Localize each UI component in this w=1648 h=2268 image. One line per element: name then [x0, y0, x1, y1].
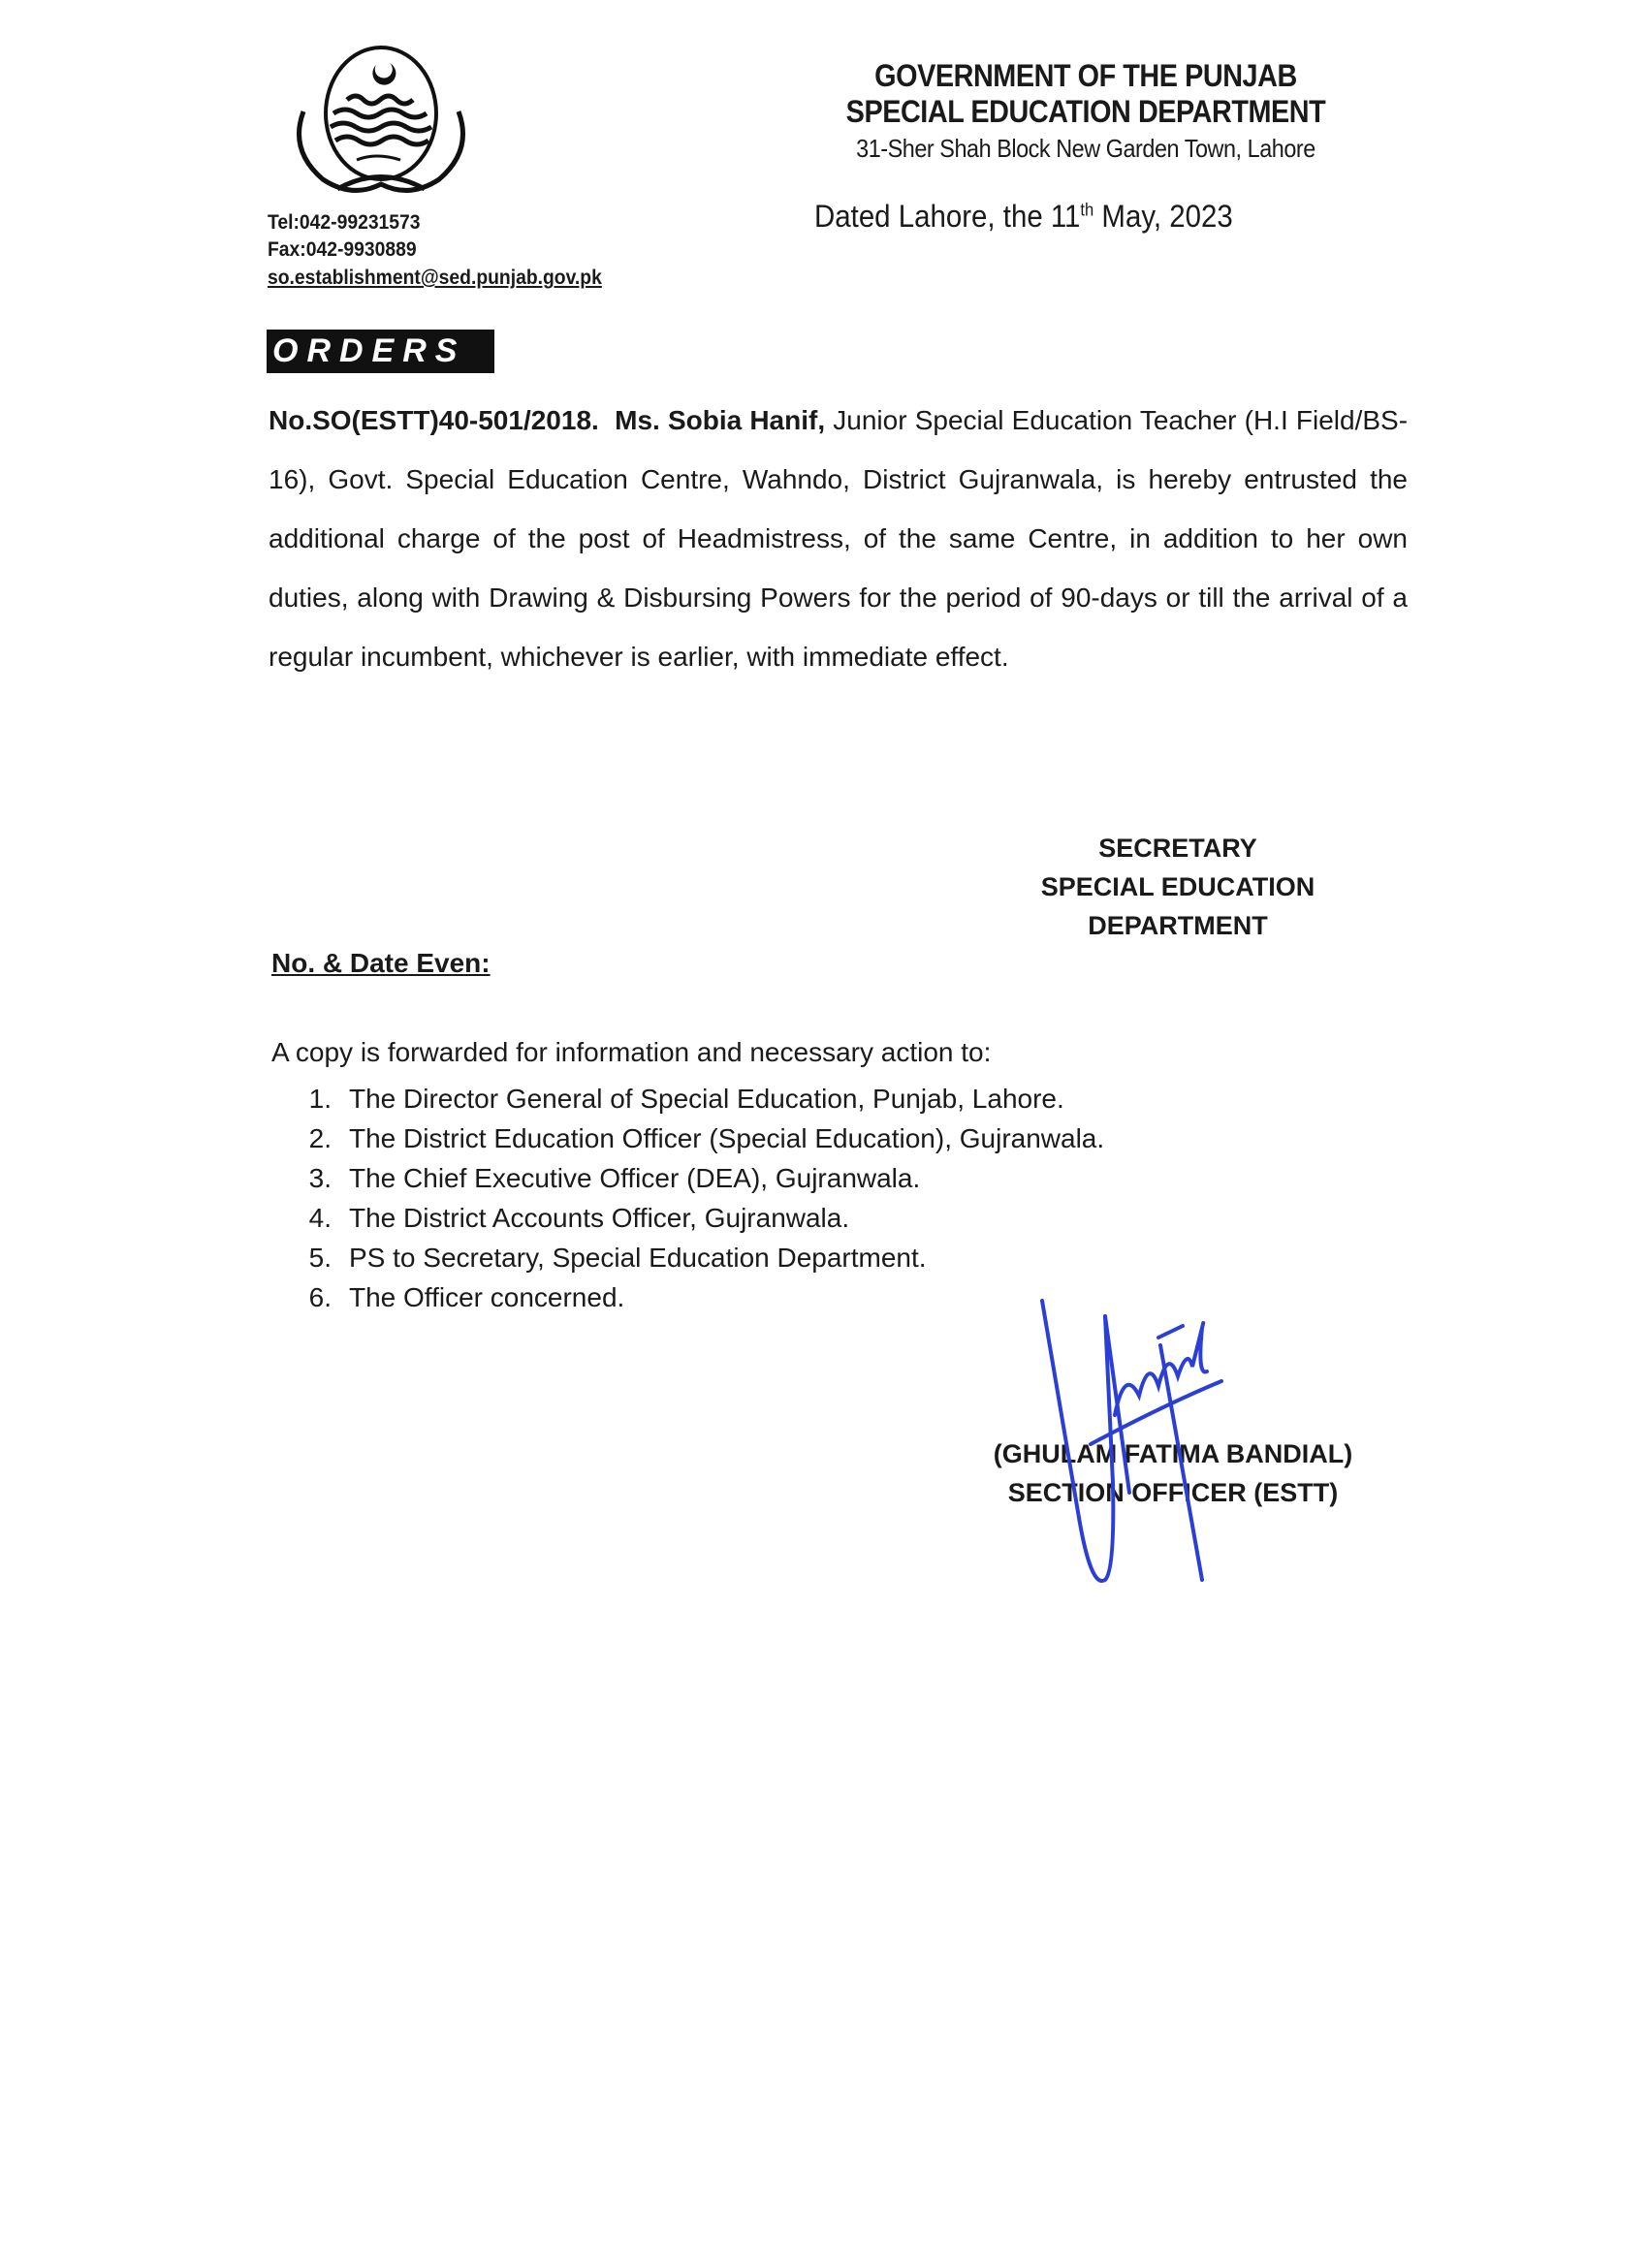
item-number: 2.: [308, 1123, 332, 1153]
list-item: [271, 1118, 1104, 1158]
item-number: 4.: [308, 1203, 332, 1233]
email-link[interactable]: so.establishment@sed.punjab.gov.pk: [268, 267, 602, 289]
item-text: The Director General of Special Education, Punjab, Lahore.: [349, 1084, 1064, 1114]
secretary-line: SPECIAL EDUCATION: [1040, 872, 1315, 901]
order-number: No.SO(ESTT)40-501/2018.: [269, 405, 599, 435]
date-ordinal: th: [1080, 200, 1094, 220]
order-body: Junior Special Education Teacher (H.I Field/BS-16), Govt. Special Education Centre, Wahndo, District Gujranwala, is hereby entrusted the additional charge of the post of Headmistress, of the same Centre, in addition to her own duties, along with Drawing & Disbursing Powers for the period of 90-days or till the arrival of a regular incumbent, whichever is earlier, with immediate effect.: [269, 405, 1409, 672]
order-paragraph: [269, 391, 1408, 686]
orders-heading: ORDERS: [267, 330, 494, 373]
item-number: 3.: [308, 1163, 332, 1193]
distribution-list: [271, 1079, 1104, 1317]
signatory-name: (GHULAM FATIMA BANDIAL): [993, 1439, 1353, 1468]
letter-date: [814, 199, 1233, 235]
item-text: PS to Secretary, Special Education Department.: [349, 1243, 927, 1273]
handwritten-signature: [969, 1289, 1318, 1599]
list-item: [271, 1238, 1104, 1277]
order-employee-name: Ms. Sobia Hanif,: [615, 405, 826, 435]
secretary-block: [935, 829, 1420, 945]
fax: Fax:042-9930889: [268, 238, 417, 261]
item-text: The Chief Executive Officer (DEA), Gujranwala.: [349, 1163, 921, 1193]
item-text: The District Accounts Officer, Gujranwala.: [349, 1203, 850, 1233]
secretary-line: DEPARTMENT: [1088, 911, 1268, 940]
list-item: [271, 1158, 1104, 1198]
telephone: Tel:042-99231573: [268, 211, 421, 234]
endorsement-intro: A copy is forwarded for information and necessary action to:: [271, 1037, 992, 1067]
list-item: [271, 1079, 1104, 1118]
signatory-title: SECTION OFFICER (ESTT): [1007, 1478, 1339, 1507]
date-prefix: Dated Lahore, the 11: [814, 199, 1081, 234]
letterhead-address: 31-Sher Shah Block New Garden Town, Lahore: [856, 134, 1315, 163]
item-text: The District Education Officer (Special Education), Gujranwala.: [349, 1123, 1105, 1153]
item-number: 5.: [308, 1243, 332, 1273]
letterhead-government: GOVERNMENT OF THE PUNJAB: [874, 58, 1297, 93]
list-item: [271, 1198, 1104, 1238]
endorsement-heading: No. & Date Even:: [271, 948, 491, 978]
item-number: 6.: [308, 1282, 332, 1312]
secretary-line: SECRETARY: [1098, 834, 1257, 863]
letterhead-department: SPECIAL EDUCATION DEPARTMENT: [845, 94, 1326, 129]
date-suffix: May, 2023: [1093, 199, 1233, 234]
item-text: The Officer concerned.: [349, 1282, 625, 1312]
item-number: 1.: [308, 1084, 332, 1114]
punjab-government-logo: [279, 44, 483, 204]
